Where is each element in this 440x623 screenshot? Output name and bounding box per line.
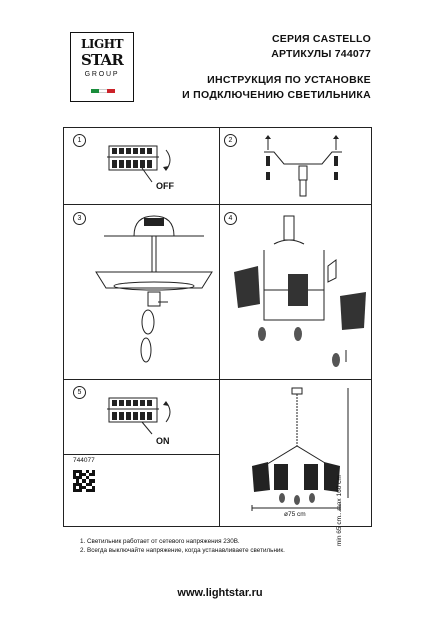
- height-dimension-label: min 65 cm...max 160 cm: [336, 475, 343, 546]
- step-5-number: 5: [73, 386, 86, 399]
- step-1-number: 1: [73, 134, 86, 147]
- grid-divider-vertical: [219, 128, 220, 526]
- step-2-number: 2: [224, 134, 237, 147]
- series-block: [271, 32, 371, 62]
- logo-line-3: GROUP: [84, 71, 120, 78]
- step-1-off-label: OFF: [156, 181, 174, 191]
- note-1: 1. Светильник работает от сетевого напряжения 230В.: [80, 538, 240, 545]
- title-line-1: ИНСТРУКЦИЯ ПО УСТАНОВКЕ: [207, 74, 371, 86]
- product-article: 744077: [73, 457, 95, 464]
- series-name: СЕРИЯ CASTELLO: [272, 33, 371, 45]
- note-2: 2. Всегда выключайте напряжение, когда устанавливаете светильник.: [80, 547, 285, 554]
- mounting-plate-illustration: [254, 132, 354, 200]
- title-line-2: И ПОДКЛЮЧЕНИЮ СВЕТИЛЬНИКА: [182, 89, 371, 101]
- grid-divider-row-3: [64, 454, 219, 455]
- height-dimension-wrap: [336, 446, 344, 556]
- qr-code-icon: [73, 470, 95, 492]
- step-3-number: 3: [73, 212, 86, 225]
- step-5-on-label: ON: [156, 436, 170, 446]
- lightstar-logo: [70, 32, 134, 102]
- logo-line-1: LIGHT: [80, 37, 124, 51]
- website-url: www.lightstar.ru: [177, 587, 263, 599]
- safety-notes: [80, 537, 285, 555]
- instruction-title: [182, 73, 371, 103]
- chandelier-assembly-illustration: [224, 210, 372, 378]
- breaker-on-illustration: [104, 390, 184, 440]
- italian-flag-icon: [91, 89, 115, 93]
- article-numbers: АРТИКУЛЫ 744077: [271, 48, 371, 60]
- logo-line-2: STAR: [80, 51, 124, 69]
- grid-divider-row-1: [64, 204, 371, 205]
- grid-divider-row-2: [64, 379, 371, 380]
- canopy-chain-illustration: [84, 210, 214, 378]
- step-4-number: 4: [224, 212, 237, 225]
- diameter-label: ø75 cm: [284, 511, 306, 518]
